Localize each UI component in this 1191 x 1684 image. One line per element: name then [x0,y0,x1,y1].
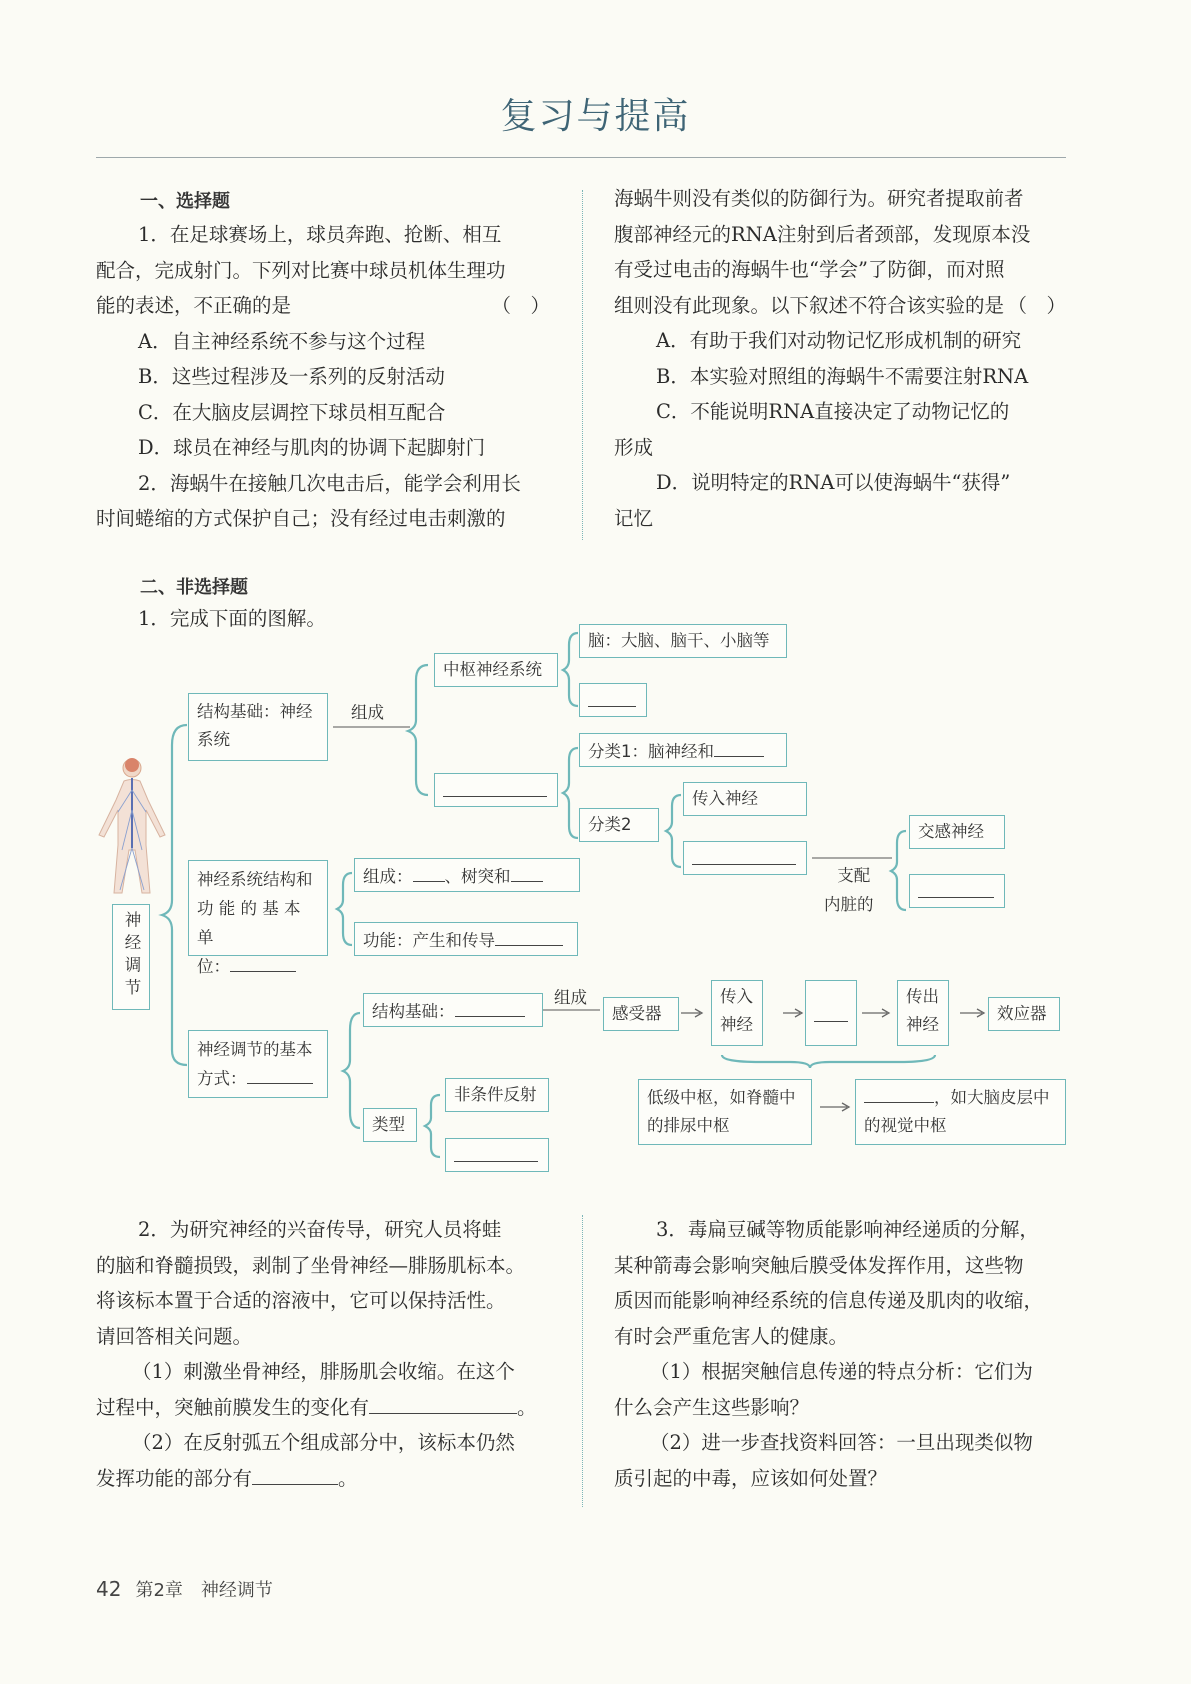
question-text: 2．海蜗牛在接触几次电击后，能学会利用长 [138,471,521,495]
answer-bracket: （ ） [491,294,550,317]
innervate-label [824,861,874,919]
unit-composition-box [354,858,580,892]
question-text: （2）在反射弧五个组成部分中，该标本仍然 [132,1431,515,1454]
option-b: B．本实验对照组的海蜗牛不需要注射RNA [656,364,1029,388]
reflex-arc-basis-box [363,993,543,1027]
question-text: 请回答相关问题。 [96,1324,253,1348]
question-text: 2．为研究神经的兴奋传导，研究人员将蛙 [138,1218,502,1241]
question-text: 腹部神经元的RNA注射到后者颈部，发现原本没 [614,222,1031,246]
sympathetic-box: 交感神经 [909,815,1005,849]
label-line: 支配 [837,866,871,885]
afferent-nerve-box: 传入神经 [683,782,807,816]
question-text: 1．在足球赛场上，球员奔跑、抢断、相互 [138,223,502,246]
root-box-neural-regulation: 神经调节 [112,904,150,1010]
question-text: 什么会产生这些影响？ [614,1395,810,1419]
question-text: 组则没有此现象。以下叙述不符合该实验的是 [614,293,1005,317]
box-line: 传出 [906,987,939,1006]
human-nervous-system-figure [99,758,165,893]
question-text: 质因而能影响神经系统的信息传递及肌肉的收缩， [614,1289,1044,1312]
spinal-blank-box [579,683,647,717]
option-d-continued: 记忆 [614,506,654,530]
answer-blank[interactable] [511,863,543,882]
answer-blank[interactable] [455,998,525,1017]
question-text: 的脑和脊髓损毁，剥制了坐骨神经—腓肠肌标本。 [96,1253,526,1277]
question-text: 1．完成下面的图解。 [138,607,326,630]
question-text: 某种箭毒会影响突触后膜受体发挥作用，这些物 [614,1253,1024,1277]
question-text: 过程中，突触前膜发生的变化有 [96,1395,370,1419]
type-box: 类型 [363,1108,417,1142]
answer-blank[interactable] [443,778,547,797]
box-line: 系统 [197,730,230,749]
conditioned-blank-box [445,1138,549,1172]
basic-unit-box [188,860,328,976]
option-a: A．有助于我们对动物记忆形成机制的研究 [656,329,1022,352]
box-line: 神经 [720,1015,753,1034]
answer-blank[interactable] [495,927,563,946]
page-footer [96,1576,273,1602]
basic-way-box [188,1030,328,1098]
efferent-blank-box [683,841,807,875]
lower-center-box [638,1079,812,1145]
box-line: ，如大脑皮层中 [934,1088,1050,1107]
class2-box: 分类2 [579,808,659,842]
question-text: 海蜗牛则没有类似的防御行为。研究者提取前者 [614,187,1024,210]
box-line: 的排尿中枢 [647,1116,730,1135]
question-text: （1）根据突触信息传递的特点分析：它们为 [650,1360,1033,1383]
box-text: 功能：产生和传导 [363,931,495,950]
cns-box: 中枢神经系统 [434,653,558,687]
answer-blank[interactable] [918,879,994,898]
box-line: 神经系统结构和 [197,870,313,889]
question-text: 质引起的中毒，应该如何处置？ [614,1466,888,1490]
question-text: 发挥功能的部分有 [96,1466,253,1490]
answer-blank[interactable] [252,1466,338,1485]
compose-label: 组成 [351,703,384,722]
answer-blank[interactable] [230,953,296,972]
class1-box [579,733,787,767]
answer-blank[interactable] [588,688,636,707]
answer-blank[interactable] [247,1065,313,1084]
higher-center-box [855,1079,1066,1145]
box-line: 位： [197,957,230,976]
unit-function-box [354,922,578,956]
page-number: 42 [96,1577,122,1601]
unconditioned-reflex-box: 非条件反射 [445,1078,549,1112]
afferent-arc-box [711,980,763,1046]
brain-box: 脑：大脑、脑干、小脑等 [579,624,787,658]
answer-blank[interactable] [714,738,764,757]
question-text: 时间蜷缩的方式保护自己；没有经过电击刺激的 [96,507,506,530]
answer-blank[interactable] [692,846,796,865]
box-line: 功 能 的 基 本 单 [197,899,301,947]
page-title: 复习与提高 [500,96,691,137]
option-c: C．不能说明RNA直接决定了动物记忆的 [656,400,1010,423]
option-d: D．球员在神经与肌肉的协调下起脚射门 [138,436,486,459]
box-line: 结构基础：神经 [197,702,313,721]
center-blank-box [805,980,857,1046]
section-heading: 一、选择题 [140,191,230,212]
box-line: 的视觉中枢 [864,1116,947,1135]
box-line: 神经 [906,1015,939,1034]
compose-label: 组成 [554,988,587,1007]
answer-blank[interactable] [413,863,445,882]
box-text: 分类1：脑神经和 [588,742,714,761]
question-text: 有受过电击的海蜗牛也“学会”了防御，而对照 [614,258,1005,281]
label-line: 内脏的 [824,895,874,914]
box-line: 低级中枢，如脊髓中 [647,1088,796,1107]
question-text: 配合，完成射门。下列对比赛中球员机体生理功 [96,258,506,282]
option-a: A．自主神经系统不参与这个过程 [138,329,426,353]
option-c-continued: 形成 [614,435,654,459]
box-line: 传入 [720,987,753,1006]
efferent-arc-box [897,980,949,1046]
structure-basis-box [188,693,328,761]
question-text: 有时会严重危害人的健康。 [614,1324,849,1348]
answer-bracket: （ ） [1007,293,1066,317]
parasympathetic-blank-box [909,874,1005,908]
chapter-title: 第2章 神经调节 [135,1580,273,1601]
box-text: 结构基础： [372,1002,455,1021]
question-text: 3．毒扁豆碱等物质能影响神经递质的分解， [656,1218,1039,1241]
box-text: 组成： [363,867,413,886]
box-text: 、树突和 [444,867,511,886]
receptor-box: 感受器 [603,997,679,1031]
pns-blank-box [434,773,558,807]
question-text: （1）刺激坐骨神经，腓肠肌会收缩。在这个 [132,1360,515,1383]
question-2: 2．为研究神经的兴奋传导，研究人员将蛙 的脑和脊髓损毁，剥制了坐骨神经—腓肠肌标本。 将该标本置于合适的溶液中，它可以保持活性。 请回答相关问题。 （1）刺激坐骨神经，腓肠肌会收缩。在这个 过程中，突触前膜发生的变化有 。 （2）在反射弧五个组成部分中，该标本仍然 发挥功能的部分有 。 [96,1212,550,1496]
box-line: 神经调节的基本 [197,1040,313,1059]
question-text: 能的表述，不正确的是 [96,294,292,317]
question-text: 将该标本置于合适的溶液中，它可以保持活性。 [96,1289,506,1312]
answer-blank[interactable] [864,1084,934,1103]
effector-box: 效应器 [988,997,1060,1031]
option-d: D．说明特定的RNA可以使海蜗牛“获得” [656,471,1011,494]
option-c: C．在大脑皮层调控下球员相互配合 [138,400,446,424]
answer-blank[interactable] [369,1395,517,1414]
box-line: 方式： [197,1069,247,1088]
question-text: （2）进一步查找资料回答：一旦出现类似物 [650,1431,1033,1454]
question-3 [614,1212,1066,1496]
answer-blank[interactable] [814,1003,848,1022]
option-b: B．这些过程涉及一系列的反射活动 [138,365,445,388]
section-heading: 二、非选择题 [140,577,248,598]
answer-blank[interactable] [454,1143,538,1162]
